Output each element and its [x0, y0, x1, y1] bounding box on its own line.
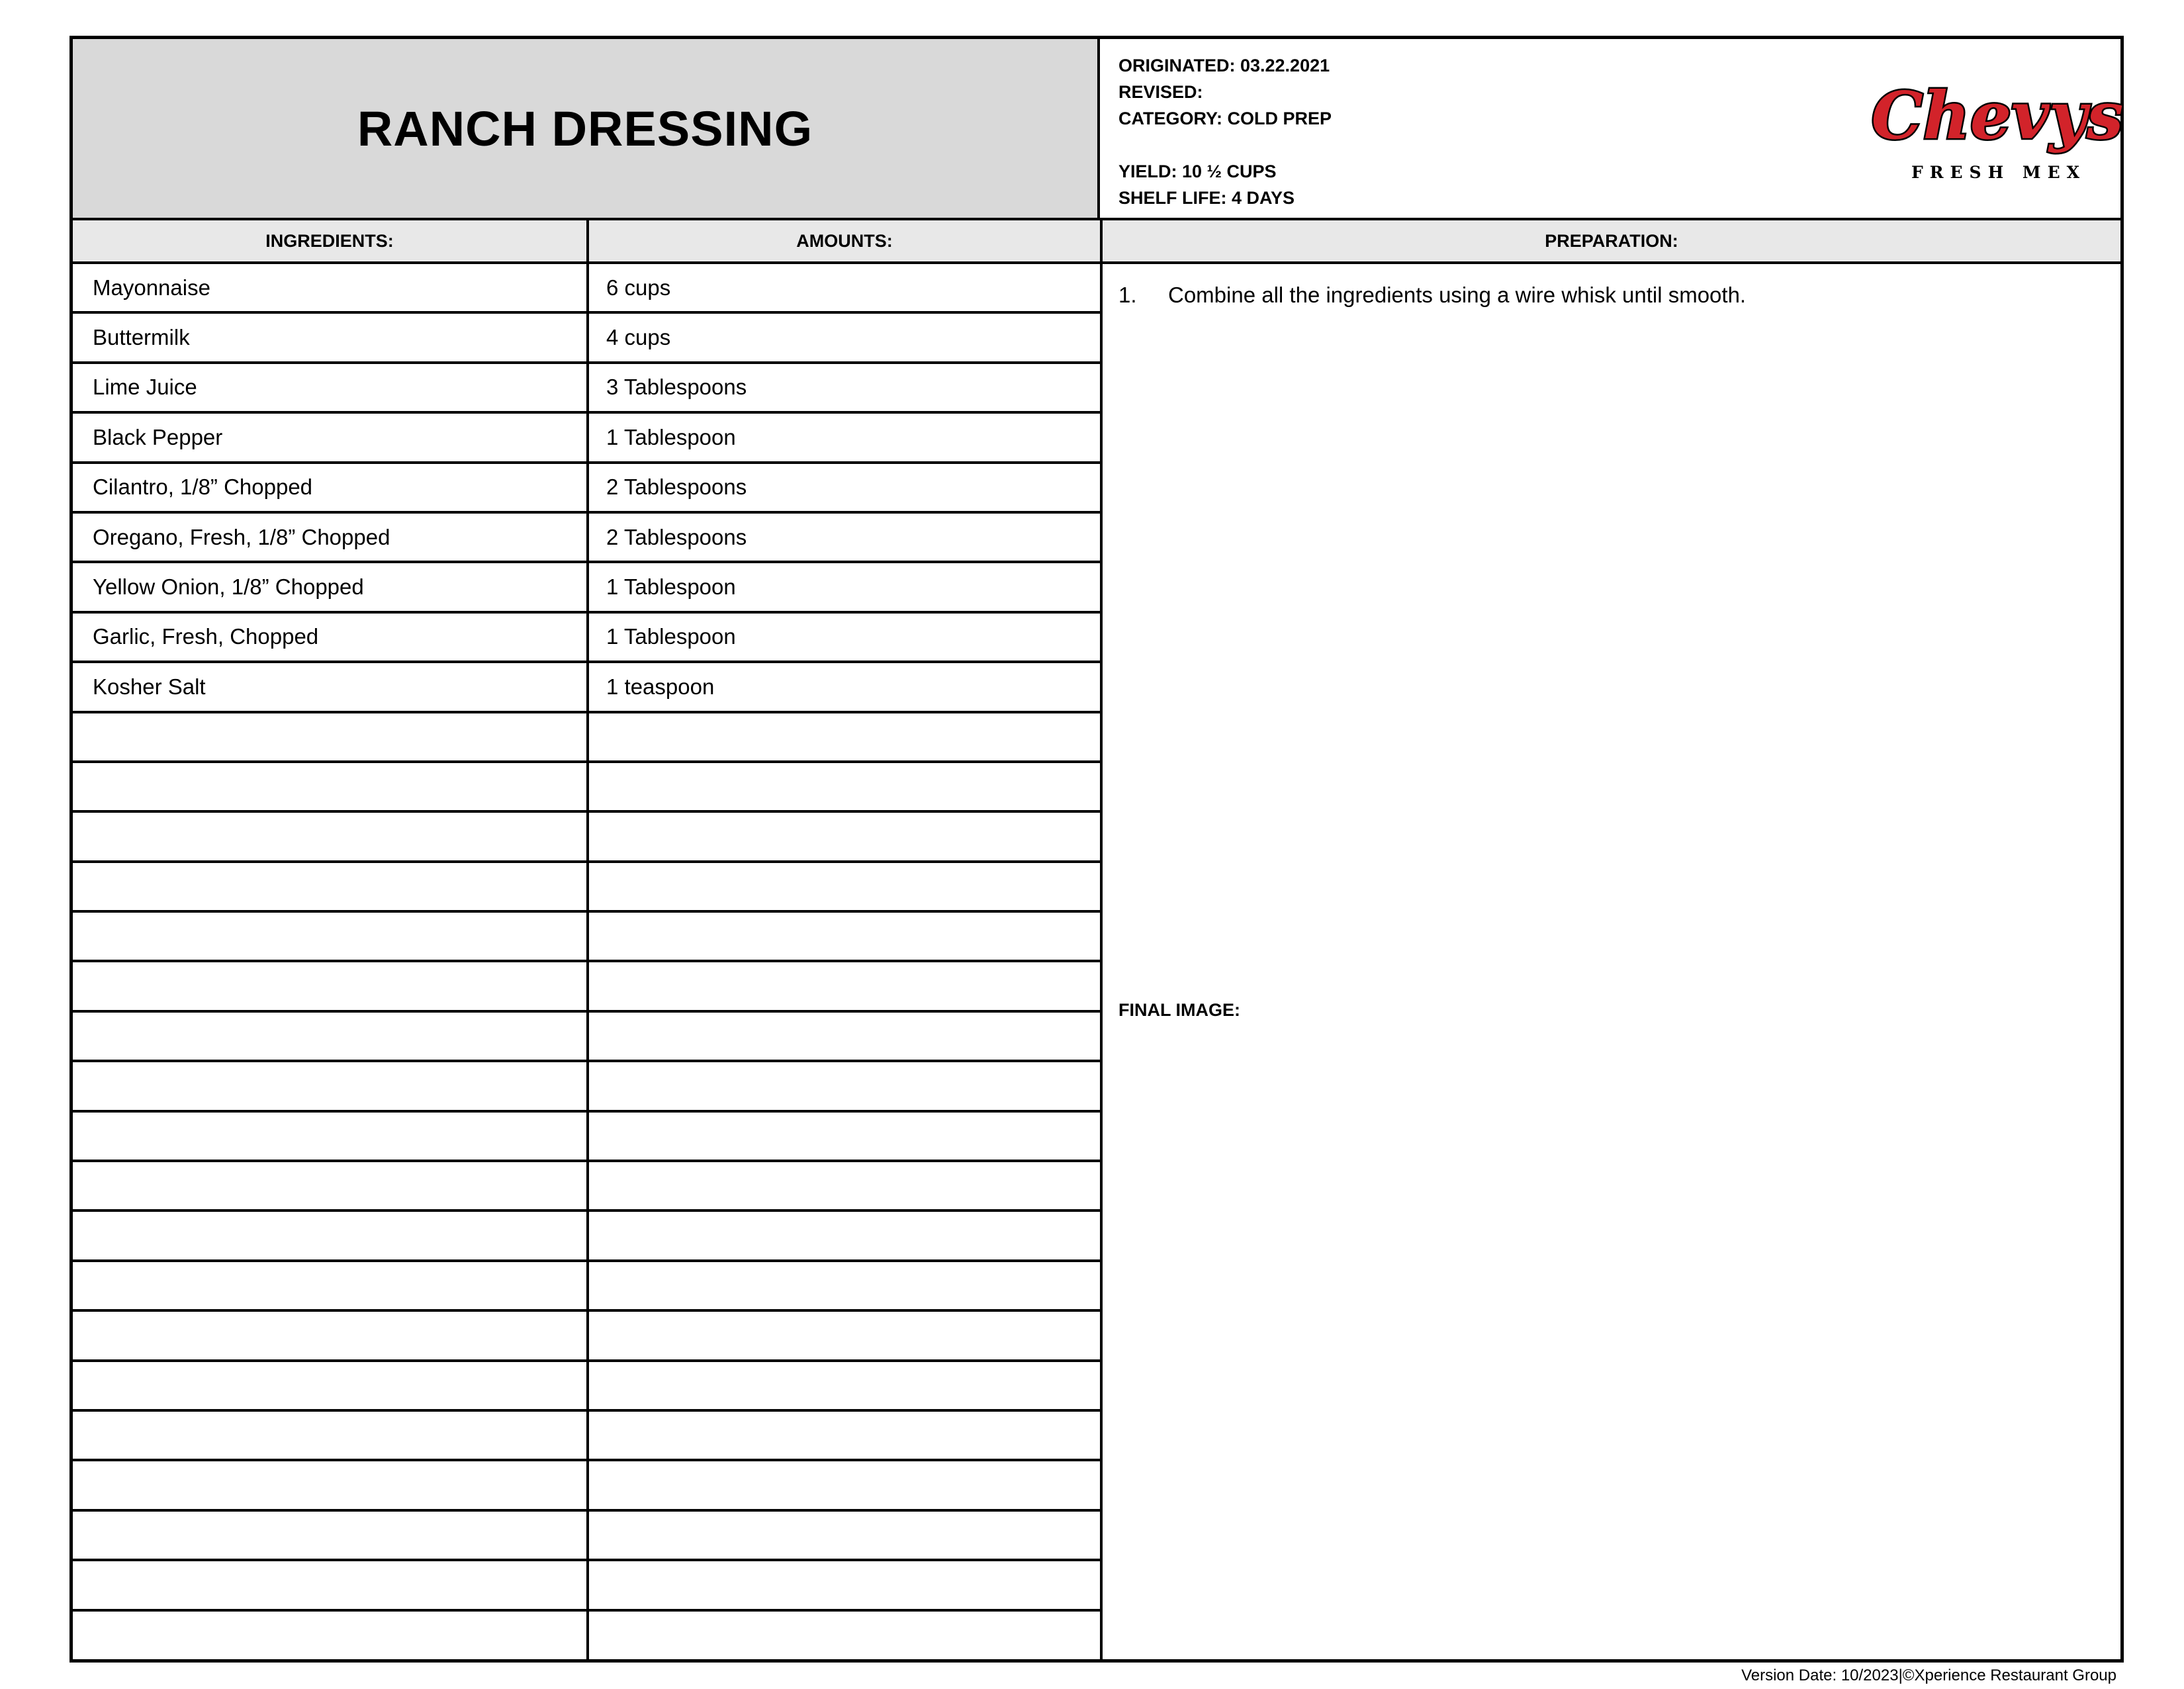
preparation-step: [1118, 283, 1746, 308]
ingredient-cell: [73, 1412, 586, 1459]
step-number: 1.: [1118, 283, 1137, 307]
ingredient-cell: [73, 1013, 586, 1060]
ingredients-header: INGREDIENTS:: [73, 220, 586, 264]
revised-date: REVISED:: [1118, 82, 1203, 102]
final-image-label: FINAL IMAGE:: [1118, 1000, 1240, 1020]
amount-cell: [586, 962, 1100, 1009]
recipe-card: [69, 36, 2124, 1663]
ingredient-cell: [73, 1062, 586, 1109]
ingredient-cell: [73, 1512, 586, 1559]
amount-cell: 1 Tablespoon: [606, 424, 736, 449]
amounts-header: AMOUNTS:: [589, 220, 1100, 264]
ingredient-cell: Oregano, Fresh, 1/8” Chopped: [93, 524, 390, 549]
title-cell: [73, 39, 1100, 218]
amount-cell: 2 Tablespoons: [606, 524, 747, 549]
amount-cell: [586, 1362, 1100, 1409]
amount-cell: [586, 863, 1100, 910]
ingredient-cell: Mayonnaise: [93, 275, 210, 300]
preparation-section: [1100, 264, 2120, 1659]
recipe-title: RANCH DRESSING: [357, 101, 813, 156]
logo-wordmark: Chevys: [1871, 78, 2124, 154]
ingredient-cell: Yellow Onion, 1/8” Chopped: [93, 574, 364, 600]
amount-cell: [586, 1412, 1100, 1459]
ingredient-cell: Buttermilk: [93, 325, 190, 350]
ingredient-cell: [73, 1362, 586, 1409]
amount-cell: 4 cups: [606, 325, 671, 350]
ingredient-cell: [73, 1212, 586, 1259]
amount-cell: [586, 913, 1100, 960]
version-footer: Version Date: 10/2023|©Xperience Restaurant Group: [1741, 1666, 2116, 1684]
ingredient-cell: [73, 763, 586, 810]
ingredient-cell: Lime Juice: [93, 375, 197, 400]
chevys-logo: [1871, 64, 2124, 190]
yield: YIELD: 10 ½ CUPS: [1118, 161, 1277, 181]
amount-cell: [586, 1512, 1100, 1559]
shelf-life: SHELF LIFE: 4 DAYS: [1118, 188, 1295, 208]
amount-cell: 1 Tablespoon: [606, 624, 736, 649]
ingredient-cell: Black Pepper: [93, 424, 223, 449]
amount-cell: 1 Tablespoon: [606, 574, 736, 600]
ingredient-cell: [73, 1113, 586, 1160]
amount-cell: [586, 1162, 1100, 1209]
amount-cell: 6 cups: [606, 275, 671, 300]
column-divider: [586, 220, 589, 1659]
amount-cell: [586, 763, 1100, 810]
amount-cell: [586, 1212, 1100, 1259]
amount-cell: [586, 713, 1100, 760]
amount-cell: [586, 1561, 1100, 1608]
amount-cell: [586, 1461, 1100, 1508]
ingredient-cell: Cilantro, 1/8” Chopped: [93, 475, 313, 500]
ingredient-cell: [73, 813, 586, 860]
amount-cell: [586, 1113, 1100, 1160]
ingredient-cell: Kosher Salt: [93, 674, 206, 699]
category: CATEGORY: COLD PREP: [1118, 109, 1332, 128]
ingredient-cell: [73, 713, 586, 760]
ingredient-cell: [73, 1312, 586, 1359]
amount-cell: [586, 1262, 1100, 1309]
ingredient-cell: [73, 1561, 586, 1608]
logo-tagline: FRESH MEX: [1911, 163, 2087, 182]
amount-cell: [586, 1062, 1100, 1109]
recipe-info: [1100, 39, 2124, 218]
amount-cell: [586, 813, 1100, 860]
ingredient-cell: [73, 863, 586, 910]
ingredient-cell: [73, 1162, 586, 1209]
ingredient-cell: [73, 1461, 586, 1508]
recipe-meta: [1118, 52, 1332, 211]
amount-cell: 2 Tablespoons: [606, 475, 747, 500]
originated-date: ORIGINATED: 03.22.2021: [1118, 56, 1330, 75]
preparation-header: PREPARATION:: [1103, 220, 2120, 264]
ingredient-cell: [73, 1612, 586, 1661]
amount-cell: 1 teaspoon: [606, 674, 715, 699]
ingredient-cell: Garlic, Fresh, Chopped: [93, 624, 319, 649]
ingredient-cell: [73, 1262, 586, 1309]
ingredient-cell: [73, 913, 586, 960]
amount-cell: [586, 1013, 1100, 1060]
amount-cell: 3 Tablespoons: [606, 375, 747, 400]
amount-cell: [586, 1312, 1100, 1359]
amount-cell: [586, 1612, 1100, 1661]
ingredient-cell: [73, 962, 586, 1009]
step-text: Combine all the ingredients using a wire whisk until smooth.: [1168, 283, 1747, 307]
